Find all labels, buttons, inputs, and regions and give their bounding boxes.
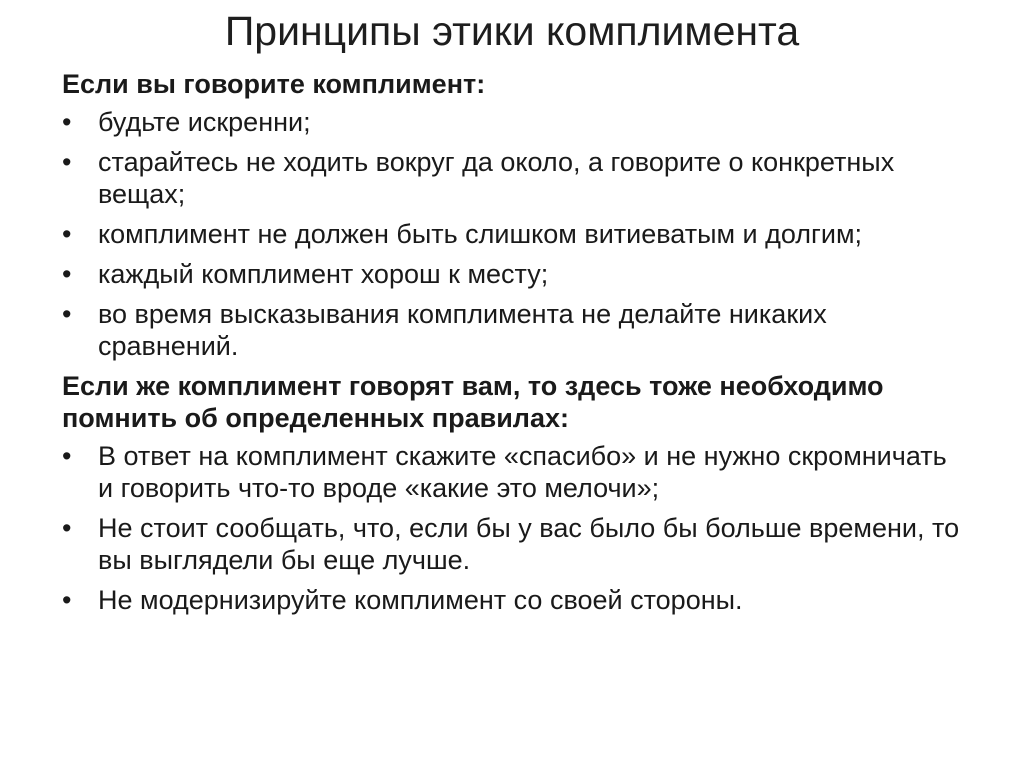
bullet-icon: • — [62, 259, 72, 289]
bullet-icon: • — [62, 299, 72, 329]
bullet-icon: • — [62, 441, 72, 471]
bullet-icon: • — [62, 107, 72, 137]
bullet-icon: • — [62, 147, 72, 177]
section-2-list — [62, 440, 962, 616]
slide-title: Принципы этики комплимента — [224, 8, 800, 54]
list-item — [62, 298, 962, 362]
list-item — [62, 146, 962, 210]
slide-content — [62, 68, 962, 624]
list-item — [62, 512, 962, 576]
section-1-list — [62, 106, 962, 362]
list-item-text: будьте искренни; — [98, 107, 311, 137]
list-item — [62, 218, 962, 250]
list-item-text: во время высказывания комплимента не делайте никаких сравнений. — [98, 299, 827, 361]
list-item-text: каждый комплимент хорош к месту; — [98, 259, 549, 289]
section-2-heading: Если же комплимент говорят вам, то здесь тоже необходимо помнить об определенных правилах: — [62, 371, 884, 433]
list-item — [62, 440, 962, 504]
bullet-icon: • — [62, 513, 72, 543]
list-item-text: старайтесь не ходить вокруг да около, а говорите о конкретных вещах; — [98, 147, 895, 209]
list-item-text: В ответ на комплимент скажите «спасибо» и не нужно скромничать и говорить что-то вроде «какие это мелочи»; — [98, 441, 947, 503]
list-item — [62, 258, 962, 290]
list-item — [62, 584, 962, 616]
list-item-text: комплимент не должен быть слишком витиеватым и долгим; — [98, 219, 863, 249]
bullet-icon: • — [62, 585, 72, 615]
list-item — [62, 106, 962, 138]
list-item-text: Не стоит сообщать, что, если бы у вас было бы больше времени, то вы выглядели бы еще лучше. — [98, 513, 960, 575]
section-1-heading: Если вы говорите комплимент: — [62, 69, 486, 99]
bullet-icon: • — [62, 219, 72, 249]
list-item-text: Не модернизируйте комплимент со своей стороны. — [98, 585, 743, 615]
